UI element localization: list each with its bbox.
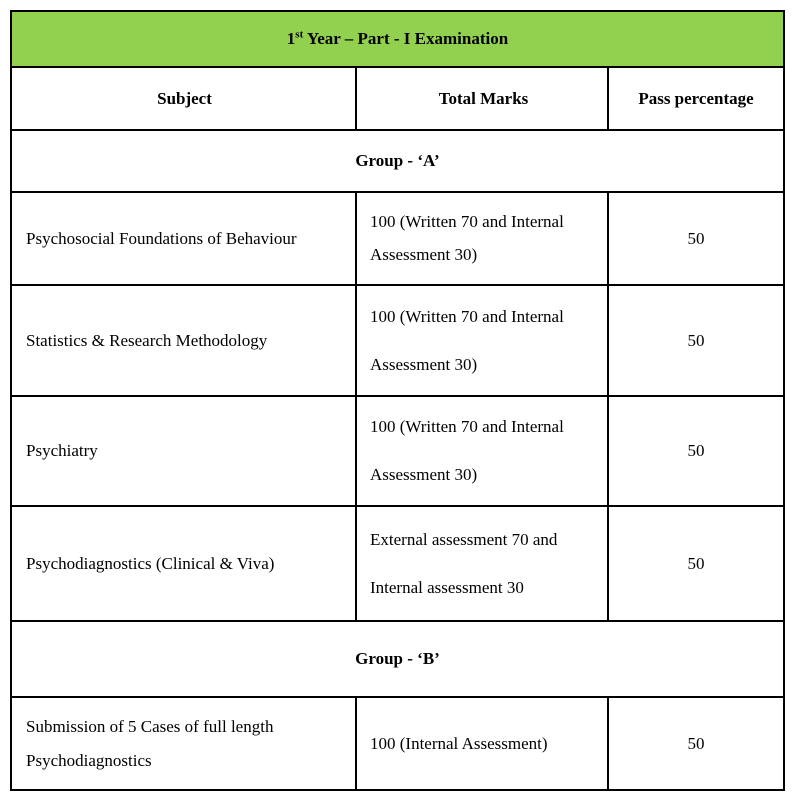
table-row	[12, 286, 783, 397]
subject-cell	[12, 286, 357, 395]
pass-value: 50	[687, 553, 705, 573]
marks-line-1: 100 (Written 70 and Internal	[370, 417, 564, 436]
pass-value: 50	[687, 228, 705, 248]
marks-line-1: 100 (Written 70 and Internal	[370, 306, 564, 326]
exam-scheme-table	[10, 10, 785, 791]
marks-cell	[357, 286, 609, 395]
pass-cell	[609, 397, 783, 505]
subject-text: Submission of 5 Cases of full length Psychodiagnostics	[26, 717, 274, 770]
marks-line-2: Assessment 30)	[370, 245, 478, 264]
group-b-label: Group - ‘B’	[355, 649, 440, 668]
subject-header-label: Subject	[157, 88, 212, 108]
subject-text: Psychodiagnostics (Clinical & Viva)	[26, 553, 275, 573]
pass-cell	[609, 193, 783, 284]
group-a-header	[12, 131, 783, 193]
table-title-band	[12, 12, 783, 68]
title-number: 1	[286, 29, 296, 48]
marks-cell	[357, 193, 609, 284]
pass-value: 50	[687, 733, 705, 753]
table-title	[287, 29, 508, 49]
ordinal-superscript: st	[295, 28, 304, 41]
column-header-total-marks	[357, 68, 609, 129]
pass-percentage-header-label: Pass percentage	[638, 88, 754, 108]
marks-cell	[357, 397, 609, 505]
pass-value: 50	[687, 441, 705, 460]
marks-line-1: 100 (Internal Assessment)	[370, 733, 548, 753]
marks-line-1: 100 (Written 70 and Internal	[370, 212, 564, 231]
table-row	[12, 698, 783, 789]
total-marks-header-label: Total Marks	[438, 88, 529, 108]
subject-cell	[12, 193, 357, 284]
pass-value: 50	[687, 330, 705, 350]
subject-text: Psychosocial Foundations of Behaviour	[26, 228, 297, 248]
group-a-label: Group - ‘A’	[355, 151, 440, 170]
pass-cell	[609, 698, 783, 789]
marks-cell	[357, 507, 609, 620]
column-header-subject	[12, 68, 357, 129]
marks-line-1: External assessment 70 and	[370, 529, 558, 549]
marks-cell	[357, 698, 609, 789]
table-row	[12, 397, 783, 507]
marks-line-2: Assessment 30)	[370, 465, 478, 484]
table-row	[12, 507, 783, 622]
column-header-pass-percentage	[609, 68, 783, 129]
marks-line-2: Internal assessment 30	[370, 577, 524, 597]
pass-cell	[609, 286, 783, 395]
marks-line-2: Assessment 30)	[370, 354, 478, 374]
subject-text: Statistics & Research Methodology	[26, 330, 268, 350]
pass-cell	[609, 507, 783, 620]
subject-text: Psychiatry	[26, 441, 98, 461]
subject-cell	[12, 698, 357, 789]
title-text: Year – Part - I Examination	[303, 29, 509, 48]
subject-cell	[12, 507, 357, 620]
subject-cell	[12, 397, 357, 505]
table-row	[12, 193, 783, 286]
group-b-header	[12, 622, 783, 698]
column-header-row	[12, 68, 783, 131]
